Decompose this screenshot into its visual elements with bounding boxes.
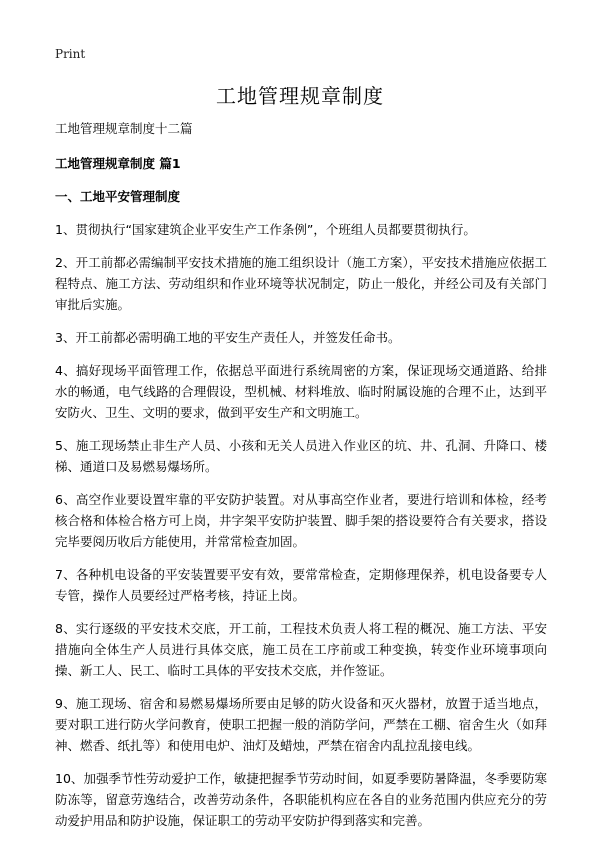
paragraph-1: 1、贯彻执行“国家建筑企业平安生产工作条例”，个班组人员都要贯彻执行。 — [55, 222, 476, 237]
paragraph-5: 5、施工现场禁止非生产人员、小孩和无关人员进入作业区的坑、井、孔洞、升降口、楼梯、通道口及易燃易爆场所。 — [55, 438, 547, 474]
paragraph-9: 9、施工现场、宿舍和易燃易爆场所要由足够的防火设备和灭火器材，放置于适当地点，要对职工进行防火学问教育，使职工把握一般的消防学问，严禁在工棚、宿舍生火（如拜神、燃香、纸扎等）和使用电炉、油灯及蜡烛，严禁在宿舍内乱拉乱接电线。 — [55, 696, 547, 753]
page-title: 工地管理规章制度 — [216, 84, 384, 108]
document-subtitle: 工地管理规章制度十二篇 — [55, 121, 193, 136]
section-title: 工地管理规章制度 篇1 — [55, 156, 181, 171]
paragraph-8: 8、实行逐级的平安技术交底，开工前，工程技术负责人将工程的概况、施工方法、平安措施向全体生产人员进行具体交底，施工员在工序前或工种变换，转变作业环境事项向操、新工人、民工、临时工具体的平安技术交底，并作签证。 — [55, 621, 547, 678]
paragraph-10: 10、加强季节性劳动爱护工作，敏捷把握季节劳动时间，如夏季要防暑降温，冬季要防寒防冻等，留意劳逸结合，改善劳动条件，各职能机构应在各自的业务范围内供应充分的劳动爱护用品和防护设施，保证职工的劳动平安防护得到落实和完善。 — [55, 771, 547, 828]
paragraph-7: 7、各种机电设备的平安装置要平安有效，要常常检查，定期修理保养，机电设备要专人专管，操作人员要经过严格考核，持证上岗。 — [55, 567, 547, 603]
paragraph-4: 4、搞好现场平面管理工作，依据总平面进行系统周密的方案，保证现场交通道路、给排水的畅通，电气线路的合理假设，型机械、材料堆放、临时附属设施的合理不止，达到平安防火、卫生、文明的要求，做到平安生产和文明施工。 — [55, 363, 547, 420]
chapter-heading: 一、工地平安管理制度 — [55, 189, 181, 204]
print-label: Print — [55, 47, 86, 61]
document-body — [55, 118, 547, 843]
paragraph-6: 6、高空作业要设置牢靠的平安防护装置。对从事高空作业者，要进行培训和体检，经考核合格和体检合格方可上岗，井字架平安防护装置、脚手架的搭设要符合有关要求，搭设完毕要阅历收后方能使用，并常常检查加固。 — [55, 492, 547, 549]
paragraph-2: 2、开工前都必需编制平安技术措施的施工组织设计（施工方案），平安技术措施应依据工程特点、施工方法、劳动组织和作业环境等状况制定，防止一般化，并经公司及有关部门审批后实施。 — [55, 255, 547, 312]
paragraph-3: 3、开工前都必需明确工地的平安生产责任人，并签发任命书。 — [55, 330, 401, 345]
